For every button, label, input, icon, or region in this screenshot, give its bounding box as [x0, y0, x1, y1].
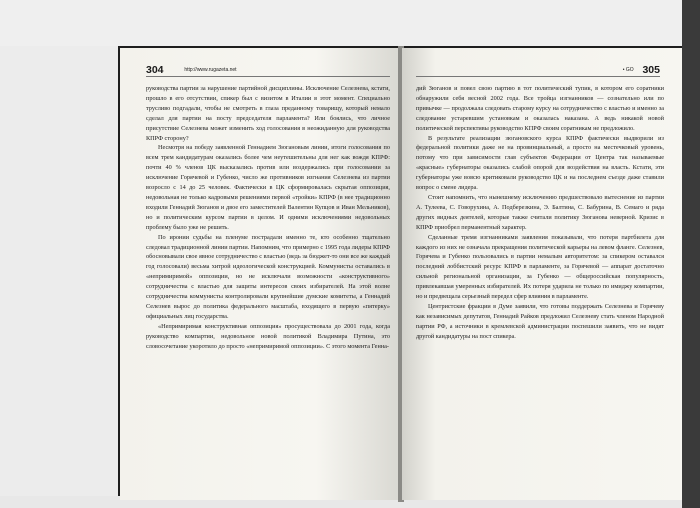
paragraph: руководства партии за нарушение партийной дисциплины. Исключение Селезнева, кстати, прошло в его отсутствии, спикер был с визитом в Италии в этот момент. Специально трусливо подгадали, чтобы не смотреть в глаза преданному товарищу, который немало сделал для партии на посту председателя парламента? Или боялись, что личное присутствие Селезнева может изменить ход голосования в неожиданную для руководства КПРФ сторону? [146, 85, 390, 142]
left-page-number: 304 [146, 64, 164, 76]
paragraph: Несмотря на победу заявленной Геннадием Зюгановым линии, итоги голосования по всем трем кандидатурам оказались более чем неутешительны для нег как вождя КПРФ: почти 40 % членов ЦК высказались против или воздержались при голосовании за исключение Горячевой и Губенко, число же противников изгнания Селезнева из партии возросло с 14 до 25 человек. Фактически в ЦК сформировалась скрытая оппозиция, недовольная не только кадровыми решениями первой «тройки» КПРФ (в нее традиционно входили Геннадий Зюганов и двое его заместителей Валентин Купцов и Иван Мельников), но и политическим курсом партии в целом. И одними исключениями недовольных проблему было уже не решить. [146, 144, 390, 231]
right-page [402, 48, 682, 500]
paragraph: В результате реализации зюгановского курса КПРФ фактически выдворили из федеральной политики даже не на провинциальный, а просто на местечковый уровень, потому что при зависимости глав субъектов Федерации от Центра так называемые «красные» губернаторы оказались слабой опорой для воздействия на власть. Кстати, эти губернаторы уже вовсю критиковали руководство ЦК и на последнем съезде даже ставили вопрос о смене лидера. [416, 134, 664, 192]
left-page-header [146, 64, 390, 77]
book-edge-shadow [682, 0, 700, 508]
header-go-mark: • GO [622, 67, 634, 73]
right-page-body [416, 84, 664, 342]
scanner-bed-top [0, 0, 700, 46]
right-page-number: 305 [642, 64, 660, 76]
left-page-body [146, 84, 390, 351]
right-page-header [416, 64, 660, 77]
left-page [120, 48, 400, 500]
paragraph: Сделанные тремя изгнанниками заявления показывали, что потеря партбилета для каждого из них не означала прекращения политической карьеры на левом фланге. Селезнев, Горячева и Губенко пользовались в партии немалым авторитетом: за спикером оставался последний лоббистский ресурс КПРФ в парламенте, за Горячевой — аппарат достаточно сильной региональной организации, за Губенко — общероссийская популярность, привлекавшая умеренных избирателей. Их потеря ударила не только по имиджу компартии, но и предвещала серьезный передел сфер влияния в парламенте. [416, 233, 664, 301]
paragraph: По иронии судьбы на пленуме пострадали именно те, кто особенно тщательно следовал традиционной линии партии. Напомним, что примерно с 1995 года лидеры КПРФ обосновывали свое явное сотрудничество с властью (ведь за бюджет-то они все же каждый год голосовали) весьма хитрой идеологической конструкцией. Коммунисты оставались в «непримиримой» оппозиции, но не исключали возможности «конструктивного» сотрудничества с властью для защиты интересов своих избирателей. На этой волне сотрудничества коммунисты контролировали крупнейшие думские комитеты, а Геннадий Селезнев вырос до политика федерального масштаба, входящего в первую «пятерку» официальных лиц государства. [146, 233, 390, 320]
paragraph: «Непримиримая конструктивная оппозиция» просуществовала до 2001 года, когда руководство компартии, недовольное новой политикой Владимира Путина, это словосочетание укоротило до просто «непримиримой оппозиции». С этого момента Генна- [146, 322, 390, 350]
paragraph: Стоит напомнить, что нынешнему исключению предшествовало вытеснение из партии А. Тулеева, С. Говорухина, А. Подберезкина, Э. Балтина, С. Бабурина, В. Семаго и ряда других видных деятелей, которые также считали политику Зюганова неверной. Кризис в КПРФ приобрел перманентный характер. [416, 193, 664, 231]
paragraph: Центристские фракции в Думе заявили, что готовы поддержать Селезнева и Горячеву как независимых депутатов, Геннадий Райков предложил Селезневу стать членом Народной партии РФ, а источники в кремлевской администрации поспешили заявить, что не видят другой кандидатуры на пост спикера. [416, 302, 664, 340]
paragraph: дий Зюганов и повел свою партию в тот политический тупик, в котором его соратники обнаружили себя весной 2002 года. Все тройца изгнанников — сознательно или по привычке — продолжала следовать старому курсу на сотрудничество с властью и именно за следование устаревшим установкам и оказалась наказана. А ведь никакой новой политической перспективы руководство КПРФ своим соратникам не предложило. [416, 85, 664, 132]
scanner-bed-left [0, 0, 118, 508]
page-url: http://www.rugazeta.net [184, 67, 237, 73]
